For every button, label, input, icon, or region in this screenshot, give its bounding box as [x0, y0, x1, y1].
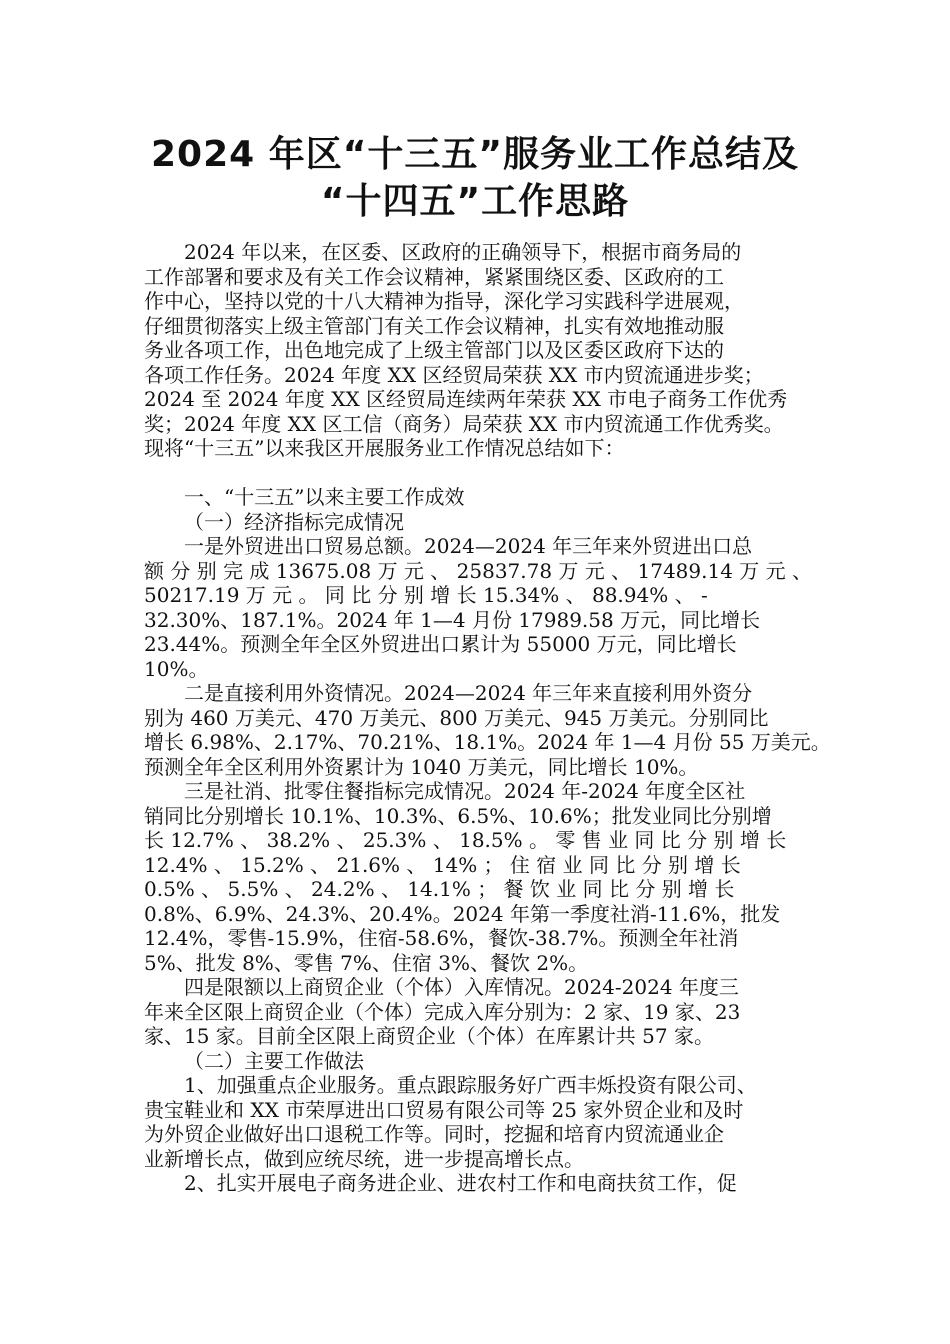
- text-line: 奖；2024 年度 XX 区工信（商务）局荣获 XX 市内贸流通工作优秀奖。: [144, 411, 784, 436]
- section-heading: 一、“十三五”以来主要工作成效: [184, 485, 465, 509]
- text-line: 销同比分别增长 10.1%、10.3%、6.5%、10.6%；批发业同比分别增: [144, 803, 772, 828]
- text-line: 2024 年以来，在区委、区政府的正确领导下，根据市商务局的: [184, 240, 742, 264]
- text-line: 10%。: [144, 656, 209, 681]
- text-line: 1、加强重点企业服务。重点跟踪服务好广西丰烁投资有限公司、: [184, 1073, 757, 1097]
- text-line: 23.44%。预测全年全区外贸进出口累计为 55000 万元，同比增长: [144, 632, 737, 656]
- text-line: 2024 至 2024 年度 XX 区经贸局连续两年荣获 XX 市电子商务工作优秀: [144, 387, 788, 411]
- text-line: 额 分 别 完 成 13675.08 万 元 、 25837.78 万 元 、 17489.14 万 元 、: [144, 558, 813, 583]
- text-line: 一是外贸进出口贸易总额。2024—2024 年三年来外贸进出口总: [184, 534, 753, 558]
- text-line: 32.30%、187.1%。2024 年 1—4 月份 17989.58 万元，同比增长: [144, 607, 761, 632]
- subsection-heading: （二）主要工作做法: [184, 1048, 364, 1073]
- text-line: 贵宝鞋业和 XX 市荣厚进出口贸易有限公司等 25 家外贸企业和及时: [144, 1097, 744, 1122]
- text-line: 12.4%，零售-15.9%，住宿-58.6%，餐饮-38.7%。预测全年社消: [144, 926, 739, 950]
- text-line: 0.5% 、 5.5% 、 24.2% 、 14.1% ； 餐 饮 业 同 比 分 别 增 长: [144, 877, 735, 901]
- text-line: 作中心，坚持以党的十八大精神为指导，深化学习实践科学进展观，: [144, 289, 744, 313]
- text-line: 现将“十三五”以来我区开展服务业工作情况总结如下：: [144, 436, 625, 460]
- text-line: 长 12.7% 、 38.2% 、 25.3% 、 18.5% 。 零 售 业 同 比 分 别 增 长: [144, 828, 787, 852]
- text-line: 5%、批发 8%、零售 7%、住宿 3%、餐饮 2%。: [144, 950, 589, 975]
- text-line: 年来全区限上商贸企业（个体）完成入库分别为：2 家、19 家、23: [144, 999, 741, 1024]
- text-line: 二是直接利用外资情况。2024—2024 年三年来直接利用外资分: [184, 681, 753, 705]
- text-line: 仔细贯彻落实上级主管部门有关工作会议精神，扎实有效地推动服: [144, 313, 724, 338]
- text-line: 50217.19 万 元 。 同 比 分 别 增 长 15.34% 、 88.94% 、 -: [144, 583, 708, 607]
- text-line: 别为 460 万美元、470 万美元、800 万美元、945 万美元。分别同比: [144, 705, 769, 730]
- paragraph-gap: [144, 461, 808, 486]
- text-line: 业新增长点，做到应统尽统，进一步提高增长点。: [144, 1146, 584, 1171]
- text-line: 家、15 家。目前全区限上商贸企业（个体）在库累计共 57 家。: [144, 1024, 714, 1048]
- text-line: 增长 6.98%、2.17%、70.21%、18.1%。2024 年 1—4 月份 55 万美元。: [144, 730, 831, 754]
- document-body: [144, 240, 831, 1196]
- text-line: 预测全年全区利用外资累计为 1040 万美元，同比增长 10%。: [144, 754, 699, 779]
- text-line: 务业各项工作，出色地完成了上级主管部门以及区委区政府下达的: [144, 338, 724, 362]
- document-title-line-1: 2024 年区“十三五”服务业工作总结及: [150, 134, 800, 175]
- text-line: 12.4% 、 15.2% 、 21.6% 、 14% ； 住 宿 业 同 比 分 别 增 长: [144, 852, 741, 877]
- text-line: 工作部署和要求及有关工作会议精神，紧紧围绕区委、区政府的工: [144, 264, 724, 289]
- document-title-line-2: “十四五”工作思路: [320, 181, 630, 222]
- subsection-heading: （一）经济指标完成情况: [184, 509, 404, 534]
- text-line: 四是限额以上商贸企业（个体）入库情况。2024-2024 年度三: [184, 975, 739, 999]
- text-line: 三是社消、批零住餐指标完成情况。2024 年-2024 年度全区社: [184, 779, 746, 803]
- text-line: 0.8%、6.9%、24.3%、20.4%。2024 年第一季度社消-11.6%，批发: [144, 901, 781, 926]
- text-line: 2、扎实开展电子商务进企业、进农村工作和电商扶贫工作，促: [184, 1171, 737, 1195]
- text-line: 各项工作任务。2024 年度 XX 区经贸局荣获 XX 市内贸流通进步奖；: [144, 362, 764, 387]
- text-line: 为外贸企业做好出口退税工作等。同时，挖掘和培育内贸流通业企: [144, 1122, 724, 1146]
